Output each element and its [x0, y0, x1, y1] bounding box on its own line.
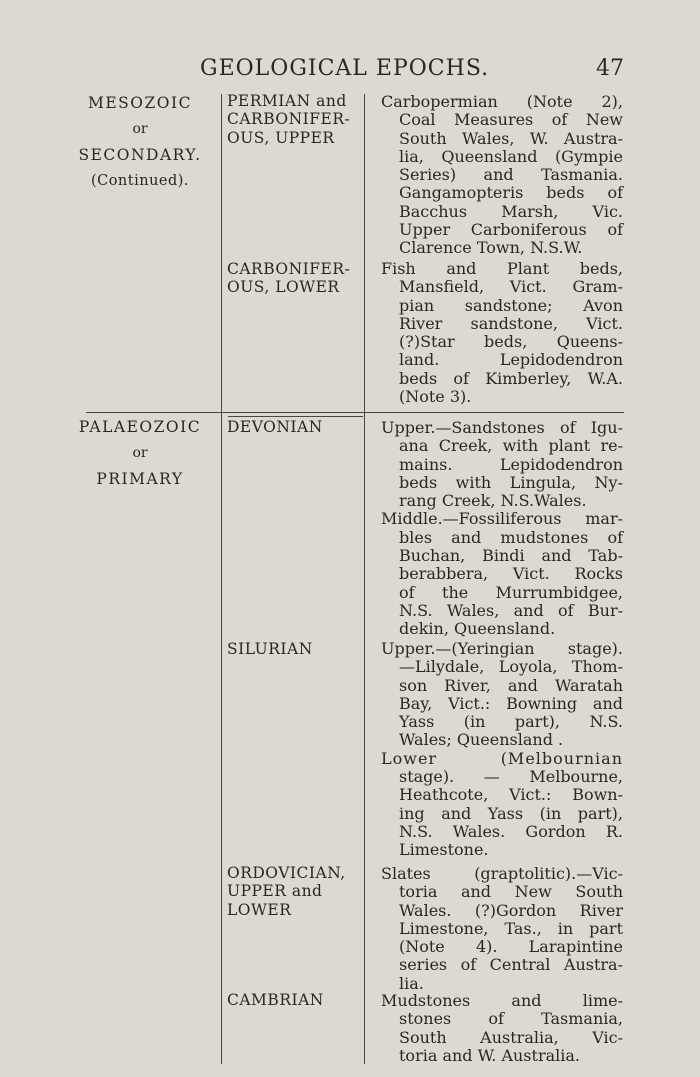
column-rule-right	[364, 94, 365, 1064]
era-continued-note: (Continued).	[90, 173, 190, 189]
period-ordovician: ORDOVICIAN, UPPER and LOWER	[227, 864, 346, 919]
era-or: or	[132, 445, 148, 461]
page-title: GEOLOGICAL EPOCHS.	[200, 56, 490, 81]
era-or: or	[132, 121, 148, 137]
era-palaeozoic	[70, 414, 210, 492]
page-header	[0, 56, 700, 86]
page-number: 47	[596, 56, 624, 81]
era-alt-name: PRIMARY	[96, 470, 184, 488]
column-rule-left	[221, 94, 222, 1064]
desc-silurian: Upper.—(Yeringian stage). —Lilydale, Loyola, Thom- son River, and Waratah Bay, Vict.: Bowning and Yass (in part), N.S. Wales; Queensland . Lower (Melbournian stage). — Melbourne, Heathcote, Vict.: Bown- ing and Yass (in part), N.S. Wales. Gordon R. Limestone.	[381, 639, 623, 860]
period-cambrian: CAMBRIAN	[227, 991, 324, 1009]
period-permian: PERMIAN and CARBONIFER- OUS, UPPER	[227, 92, 351, 147]
era-alt-name: SECONDARY.	[78, 146, 202, 164]
era-divider	[86, 412, 624, 413]
era-name: MESOZOIC	[88, 94, 192, 112]
era-divider-inner	[228, 416, 363, 417]
desc-cambrian: Mudstones and lime- stones of Tasmania, South Australia, Vic- toria and W. Australia.	[381, 991, 623, 1065]
desc-devonian: Upper.—Sandstones of Igu- ana Creek, with plant re- mains. Lepidodendron beds with Lingula, Ny- rang Creek, N.S.Wales. Middle.—Fossiliferous mar- bles and mudstones of Buchan, Bindi and Tab- berabbera, Vict. Rocks of the Murrumbidgee, N.S. Wales, and of Bur- dekin, Queensland.	[381, 418, 623, 639]
period-devonian: DEVONIAN	[227, 418, 323, 436]
desc-carboniferous-lower: Fish and Plant beds, Mansfield, Vict. Gram- pian sandstone; Avon River sandstone, Vict. (?)Star beds, Queens- land. Lepidodendron beds of Kimberley, W.A. (Note 3).	[381, 259, 623, 407]
era-name: PALAEOZOIC	[78, 418, 202, 436]
desc-ordovician: Slates (graptolitic).—Vic- toria and New South Wales. (?)Gordon River Limestone, Tas., in part (Note 4). Larapintine series of Central Austra- lia.	[381, 864, 623, 993]
period-silurian: SILURIAN	[227, 640, 313, 658]
era-mesozoic	[70, 90, 210, 194]
desc-permian: Carbopermian (Note 2), Coal Measures of New South Wales, W. Austra- lia, Queensland (Gympie Series) and Tasmania. Gangamopteris beds of Bacchus Marsh, Vic. Upper Carboniferous of Clarence Town, N.S.W.	[381, 92, 623, 258]
period-carboniferous-lower: CARBONIFER- OUS, LOWER	[227, 260, 351, 297]
